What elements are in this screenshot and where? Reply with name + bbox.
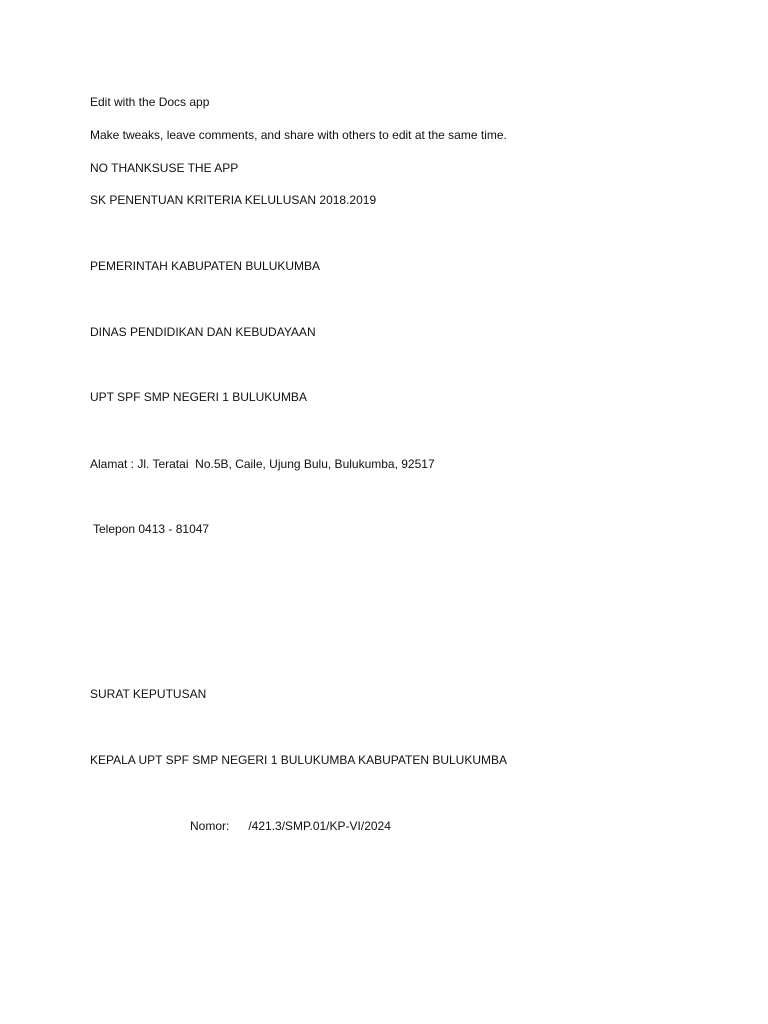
app-banner-title: Edit with the Docs app xyxy=(90,95,210,109)
use-the-app-button[interactable]: USE THE APP xyxy=(159,161,239,175)
header-upt: UPT SPF SMP NEGERI 1 BULUKUMBA xyxy=(90,390,307,404)
header-phone: Telepon 0413 - 81047 xyxy=(93,522,210,536)
decree-heading: SURAT KEPUTUSAN xyxy=(90,687,207,701)
decree-issuer: KEPALA UPT SPF SMP NEGERI 1 BULUKUMBA KABUPATEN BULUKUMBA xyxy=(90,753,508,767)
header-pemerintah: PEMERINTAH KABUPATEN BULUKUMBA xyxy=(90,259,321,273)
header-address: Alamat : Jl. Teratai No.5B, Caile, Ujung Bulu, Bulukumba, 92517 xyxy=(90,457,435,471)
decree-number xyxy=(190,819,391,833)
document-title: SK PENENTUAN KRITERIA KELULUSAN 2018.2019 xyxy=(90,193,377,207)
decree-number-label: Nomor: xyxy=(190,819,230,833)
no-thanks-button[interactable]: NO THANKS xyxy=(90,161,160,175)
app-banner-actions xyxy=(90,161,238,175)
app-banner-subtitle: Make tweaks, leave comments, and share with others to edit at the same time. xyxy=(90,128,507,142)
header-dinas: DINAS PENDIDIKAN DAN KEBUDAYAAN xyxy=(90,325,316,339)
decree-number-value: /421.3/SMP.01/KP-VI/2024 xyxy=(248,819,391,833)
